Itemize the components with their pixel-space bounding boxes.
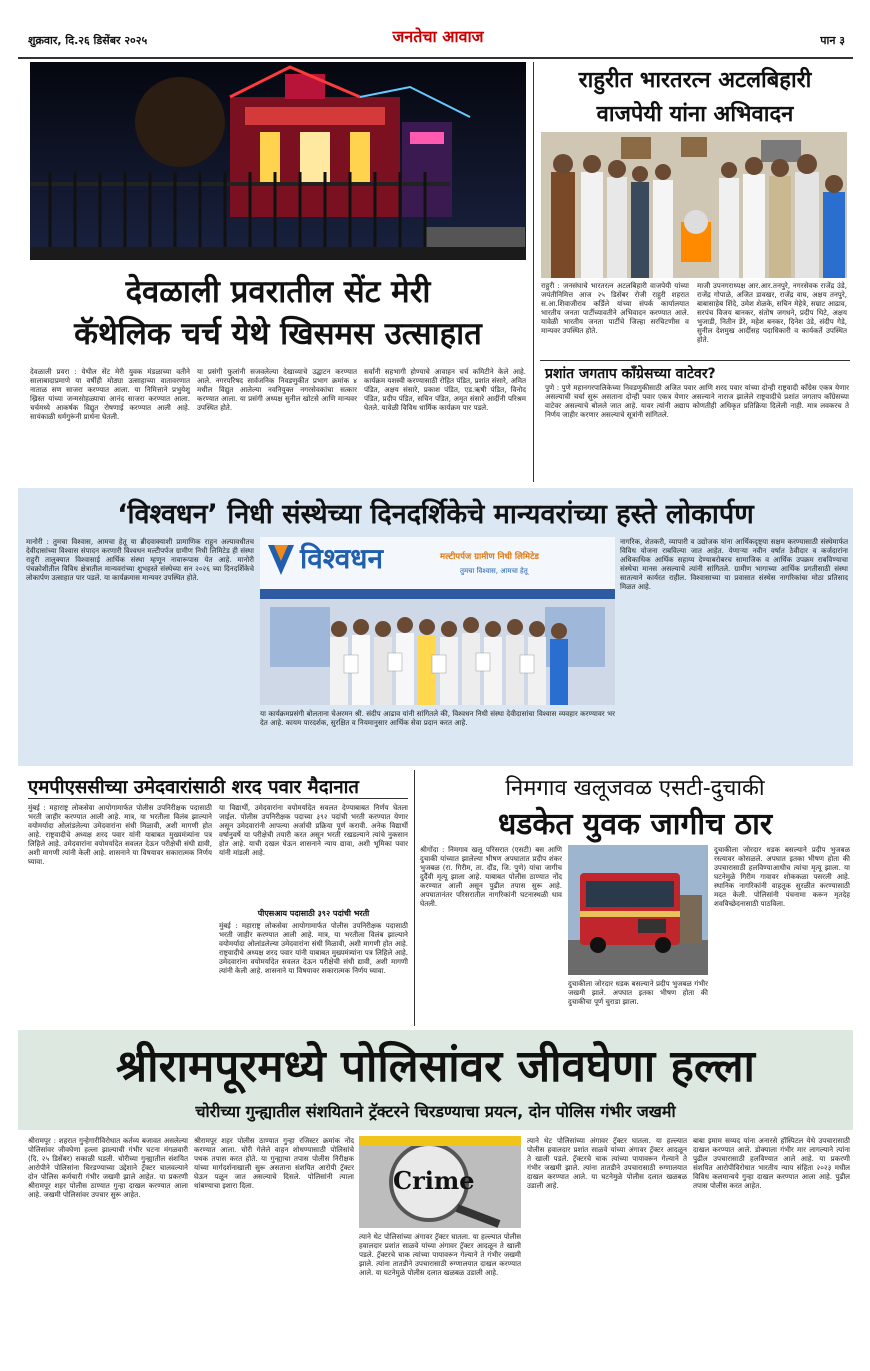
vishwadhan-sign-name: विश्वधन: [300, 542, 384, 575]
nimgaon-headline-1: निमगाव खलूजवळ एसटी-दुचाकी: [505, 776, 765, 801]
column-divider: [533, 62, 534, 482]
nimgaon-col-3: दुचाकीला जोरदार धडक बसल्याने प्रदीप भुजबळ रस्त्यावर कोसळले. अपघात इतका भीषण होता की उपचारासाठी हलविण्याआधीच त्यांचा मृत्यू झाला. या घटनेमुळे गिरीम गावावर शोककळा पसरली आहे. स्थानिक नागरिकांनी वाहतूक सुरळीत करण्यासाठी मदत केली. पोलिसांनी पंचनामा करून मृतदेह शवविच्छेदनासाठी पाठविला.: [714, 845, 850, 909]
vishwadhan-sign-tag: तुमचा विश्वास, आमचा हेतू: [460, 567, 528, 575]
prashant-rule: [540, 360, 850, 361]
mpsc-col-2: या विद्यार्थी, उमेदवारांना वयोमर्यादेत सवलत देण्याबाबत निर्णय घेतला जाईल. पोलीस उपनिरीक्षक पदाच्या ३९२ पदांची भरती करण्यात येणार असून उमेदवारांनी आपल्या अर्जाची प्रक्रिया पूर्ण करावी. अनेक विद्यार्थी वर्षानुवर्षे या परीक्षेची तयारी करत असून भरती रखडल्याने त्यांचे नुकसान होत आहे. याची दखल घेऊन शासनाने न्याय द्यावा, अशी भूमिका पवार यांनी मांडली आहे.: [219, 803, 408, 858]
mpsc-col-1: मुंबई : महाराष्ट्र लोकसेवा आयोगामार्फत पोलीस उपनिरीक्षक पदासाठी भरती जाहीर करण्यात आली आहे. मात्र, या भरतीला विलंब झाल्याने वयोमर्यादा ओलांडलेल्या उमेदवारांना संधी मिळावी, अशी मागणी होत आहे. राष्ट्रवादीचे अध्यक्ष शरद पवार यांनी याबाबत मुख्यमंत्र्यांना पत्र लिहिले आहे. उमेदवारांना वयोमर्यादेत सवलत देऊन परीक्षेची संधी द्यावी, अशी मागणी त्यांनी केली आहे. शासनाने या विषयावर सकारात्मक निर्णय घ्यावा.: [28, 803, 212, 867]
church-headline-2: कॅथेलिक चर्च येथे खिसमस उत्साहात: [74, 316, 482, 352]
crime-label: Crime: [393, 1166, 475, 1195]
masthead: जनतेचा आवाज: [392, 27, 484, 46]
vajpayee-col-2: माजी उपनगराध्यक्ष आर.आर.तनपुरे, नगरसेवक राजेंद्र उंडे, राजेंद्र गोपाळे, अजित डावखर, राजेंद्र वाघ, अक्षय तनपुरे, बाबासाहेब शिंदे, उमेश शेळके, सचिन मेहेत्रे, सम्राट आढाव, सरपंच विजय बानकर, संतोष जगधने, प्रदीप थिटे, अक्षय भुजाडी, नितीन डेरे, महेश बनकर, दिनेश उंडे, संदीप गेडे, सुनील देशमुख आदींसह पदाधिकारी व कार्यकर्ते उपस्थित होते.: [697, 281, 847, 345]
group-tribute-scene: [541, 132, 847, 278]
vajpayee-headline-1: राहुरीत भारतरत्न अटलबिहारी: [578, 68, 812, 93]
vishwadhan-left-text: मानोरी : तुमचा विश्वास, आमचा हेतू या ब्रीदवाक्याशी प्रामाणिक राहून अल्पावधीतच देवीदासांच्या विश्वास संपादन करणारी विश्वधन मल्टीपर्पज ग्रामीण निधी लिमिटेड ही संस्था राहुरी तालुक्यात विश्वासाई आर्थिक संस्था म्हणून नावारूपास येत आहे. मानोरी पंचक्रोशीतील विविध क्षेत्रातील मान्यवरांच्या शुभहस्ते संस्थेच्या सन २०२६ च्या दिनदर्शिकेचे लोकार्पण उत्साहात पार पडले. या कार्यक्रमास मान्यवर उपस्थित होते.: [26, 537, 254, 583]
vishwadhan-caption: या कार्यक्रमप्रसंगी बोलताना चेअरमन श्री. संदीप आढाव यांनी सांगितले की, विश्वधन निधी संस्था देवीदासांचा विश्वास व्यवहार करण्यावर भर देत आहे. कायम पारदर्शक, सुरक्षित व नियमानुसार आर्थिक सेवा प्रदान करत आहे.: [260, 709, 615, 728]
shrirampur-col-1: श्रीरामपूर : शहरात गुन्हेगारीविरोधात कर्तव्य बजावत असलेल्या पोलिसांवर जीवघेणा हल्ला झाल्याची गंभीर घटना मंगळवारी (दि. २५ डिसेंबर) सकाळी घडली. चोरीच्या गुन्ह्यातील संशयित आरोपीने पोलिसांना चिरडण्याच्या उद्देशाने ट्रॅक्टर चालवल्याने दोन पोलिस कर्मचारी गंभीर जखमी झाले आहेत. या प्रकरणी श्रीरामपूर शहर पोलीस ठाण्यात गुन्हा दाखल करण्यात आला आहे. जखमी पोलिसांवर उपचार सुरू आहेत.: [28, 1136, 188, 1200]
church-col-2: या प्रसंगी फुलांनी सजवलेल्या देखाव्याचे उद्घाटन करण्यात आले. नगरपरिषद सार्वजनिक निवडणुकीत प्रभाग क्रमांक ४ मधील विद्युत आलेल्या नवनियुक्त नगरसेवकांचा सत्कार करण्यात आला. या प्रसंगी अध्यक्ष सुनील खोटसे आणि मान्यवर उपस्थित होते.: [197, 367, 357, 413]
prashant-text: पुणे : पुणे महानगरपालिकेच्या निवडणुकीसाठी अजित पवार आणि शरद पवार यांच्या दोन्ही राष्ट्रवादी काँग्रेस एकत्र येणार असल्याची चर्चा सुरू असताना दोन्ही पवार एकत्र येणार असल्याने नाराज झालेले राष्ट्रवादीचे प्रशांत जगताप काँग्रेसच्या वाटेवर असल्याचे बोलले जात आहे. यावर त्यांनी अद्याप कोणतीही अधिकृत प्रतिक्रिया दिलेली नाही. मात्र लवकरच ते निर्णय जाहीर करणार असल्याचे सूत्रांनी सांगितले.: [545, 383, 849, 420]
church-col-3: सर्वांनी सहभागी होण्याचे आवाहन चर्च कमिटीने केले आहे. कार्यक्रम यशस्वी करण्यासाठी रोहित पंडित, प्रशांत संसारे, अमित पंडित, अक्षय संसारे, प्रकाश पंडित, एड.ऋषी पंडित, विनोद पंडित, प्रदीप पंडित, सचिन पंडित, अमृत संसारे आदींनी परिश्रम घेतले. यावेळी विविध धार्मिक कार्यक्रम पार पडले.: [364, 367, 526, 413]
church-night-scene: [30, 62, 526, 260]
vishwadhan-headline: ‘विश्वधन’ निधी संस्थेच्या दिनदर्शिकेचे मान्यवरांच्या हस्ते लोकार्पण: [117, 499, 754, 530]
crime-graphic: [359, 1136, 521, 1228]
vishwadhan-right-text: नागरिक, शेतकरी, व्यापारी व उद्योजक यांना आर्थिकदृष्ट्या सक्षम करण्यासाठी संस्थेमार्फत विविध योजना राबविल्या जात आहेत. येणाऱ्या नवीन वर्षात ठेवीदार व कर्जदारांना अधिकाधिक आर्थिक सहाय्य देण्याबरोबरच सामाजिक व आर्थिक उपक्रम राबविण्याचा संस्थेचा मानस असल्याचे त्यांनी सांगितले. ग्रामीण भागाच्या आर्थिक प्रगतीसाठी संस्था सातत्याने कार्यरत राहील. विश्वासाच्या या प्रवासात संस्थेस नागरिकांचा मोठा प्रतिसाद मिळत आहे.: [620, 537, 848, 592]
church-col-1: देवळाली प्रवरा : येथील सेंट मेरी युवक मंडळाच्या वतीने सालाबादाप्रमाणे या वर्षीही मोठ्या उत्साहाच्या वातावरणात नाताळ सण साजरा करण्यात आला. या निमित्ताने प्रभुयेशु ख्रिस्त यांच्या जन्मसोहळ्याचा आनंद साजरा करण्यात आला. चर्चमध्ये आकर्षक विद्युत रोषणाई करण्यात आली आहे. सायंकाळी धर्मगुरूंनी प्रार्थना घेतली.: [30, 367, 190, 422]
shrirampur-col-2: श्रीरामपूर शहर पोलीस ठाण्यात गुन्हा रजिस्टर क्रमांक नोंद करण्यात आला. चोरी गेलेले वाहन शोधण्यासाठी पोलिसांचे पथक तपास करत होते. या गुन्ह्याचा तपास पोलीस निरीक्षक यांच्या मार्गदर्शनाखाली सुरू असताना संशयित आरोपी ट्रॅक्टर घेऊन पळून जात असल्याचे दिसले. पोलिसांनी त्याला थांबण्याचा इशारा दिला.: [194, 1136, 354, 1191]
shrirampur-col-3: त्याने थेट पोलिसांच्या अंगावर ट्रॅक्टर घातला. या हल्ल्यात पोलीस हवालदार प्रशांत साळवे यांच्या अंगावर ट्रॅक्टर आदळून ते खाली पडले. ट्रॅक्टरचे चाक त्यांच्या पायावरून गेल्याने ते गंभीर जखमी झाले. त्यांना तातडीने उपचारासाठी रुग्णालयात दाखल करण्यात आले. या घटनेमुळे पोलीस दलात खळबळ उडाली आहे.: [527, 1136, 687, 1191]
nimgaon-col-1: श्रीगोंदा : निमगाव खलू परिसरात (एसटी) बस आणि दुचाकी यांच्यात झालेल्या भीषण अपघातात प्रदीप शंकर भुजबळ (रा. गिरीम, ता. दौंड, जि. पुणे) यांचा जागीच दुर्दैवी मृत्यू झाला आहे. याबाबत पोलीस ठाण्यात नोंद करण्यात आली असून पुढील तपास सुरू आहे. अपघातानंतर परिसरातील नागरिकांनी घटनास्थळी धाव घेतली.: [420, 845, 562, 909]
bus-photo: [568, 845, 708, 975]
church-headline-1: देवळाली प्रवरातील सेंट मेरी: [125, 274, 431, 310]
shrirampur-headline: श्रीरामपूरमध्ये पोलिसांवर जीवघेणा हल्ला: [116, 1041, 755, 1092]
mpsc-rule: [28, 798, 408, 799]
mpsc-col-2b: मुंबई : महाराष्ट्र लोकसेवा आयोगामार्फत पोलीस उपनिरीक्षक पदासाठी भरती जाहीर करण्यात आली आहे. मात्र, या भरतीला विलंब झाल्याने वयोमर्यादा ओलांडलेल्या उमेदवारांना संधी मिळावी, अशी मागणी होत आहे. राष्ट्रवादीचे अध्यक्ष शरद पवार यांनी याबाबत मुख्यमंत्र्यांना पत्र लिहिले आहे. उमेदवारांना वयोमर्यादेत सवलत देऊन परीक्षेची संधी द्यावी, अशी मागणी त्यांनी केली आहे. शासनाने या विषयावर सकारात्मक निर्णय घ्यावा.: [219, 921, 408, 976]
mid-divider: [414, 770, 415, 1026]
mpsc-subhead: पीएसआय पदासाठी ३९२ पदांची भरती: [257, 909, 370, 918]
vajpayee-headline-2: वाजपेयी यांना अभिवादन: [596, 102, 794, 127]
vajpayee-col-1: राहुरी : जनसंघाचे भारतरत्न अटलबिहारी वाजपेयी यांच्या जयंतीनिमित्त आज २५ डिसेंबर रोजी राहुरी शहरात स.आ.शिवाजीराव कर्डिले यांच्या संपर्क कार्यालयात भारतीय जनता पार्टीच्यावतीने अभिवादन करण्यात आले. यावेळी भारतीय जनता पार्टीचे जिल्हा सरचिटणीस व मान्यवर उपस्थित होते.: [541, 281, 689, 336]
vishwadhan-sign-sub: मल्टीपर्पज ग्रामीण निधी लिमिटेड: [440, 552, 539, 562]
vishwadhan-photo: [260, 537, 615, 705]
shrirampur-col-2b: त्याने थेट पोलिसांच्या अंगावर ट्रॅक्टर घातला. या हल्ल्यात पोलीस हवालदार प्रशांत साळवे यांच्या अंगावर ट्रॅक्टर आदळून ते खाली पडले. ट्रॅक्टरचे चाक त्यांच्या पायावरून गेल्याने ते गंभीर जखमी झाले. त्यांना तातडीने उपचारासाठी रुग्णालयात दाखल करण्यात आले. या घटनेमुळे पोलीस दलात खळबळ उडाली आहे.: [359, 1232, 521, 1278]
issue-date: शुक्रवार, दि.२६ डिसेंबर २०२५: [28, 34, 148, 47]
page-header: [18, 25, 853, 57]
vajpayee-photo: [541, 132, 847, 278]
st-bus-scene: [568, 845, 708, 975]
header-rule: [18, 57, 853, 59]
mpsc-headline: एमपीएससीच्या उमेदवारांसाठी शरद पवार मैदानात: [28, 777, 359, 798]
nimgaon-headline-2: धडकेत युवक जागीच ठार: [497, 807, 773, 842]
church-photo: [30, 62, 526, 260]
shrirampur-subheadline: चोरीच्या गुन्ह्यातील संशयिताने ट्रॅक्टरने चिरडण्याचा प्रयत्न, दोन पोलिस गंभीर जखमी: [195, 1102, 676, 1121]
nimgaon-caption: दुचाकीला जोरदार धडक बसल्याने प्रदीप भुजबळ गंभीर जखमी झाले. अपघात इतका भीषण होता की दुचाकीचा पूर्ण चुराडा झाला.: [568, 979, 708, 1007]
page-number: पान ३: [820, 34, 845, 47]
prashant-headline: प्रशांत जगताप काँग्रेसच्या वाटेवर?: [545, 366, 716, 382]
shrirampur-col-4: बाबा इमाम सय्यद यांना अनारसे हॉस्पिटल येथे उपचारासाठी दाखल करण्यात आले. डोक्याला गंभीर मार लागल्याने त्यांना पुढील उपचारासाठी हलविण्यात आले आहे. या प्रकरणी संशयित आरोपीविरोधात भारतीय न्याय संहिता २०२३ मधील विविध कलमान्वये गुन्हा दाखल करण्यात आला आहे. पुढील तपास पोलीस करत आहेत.: [693, 1136, 850, 1191]
